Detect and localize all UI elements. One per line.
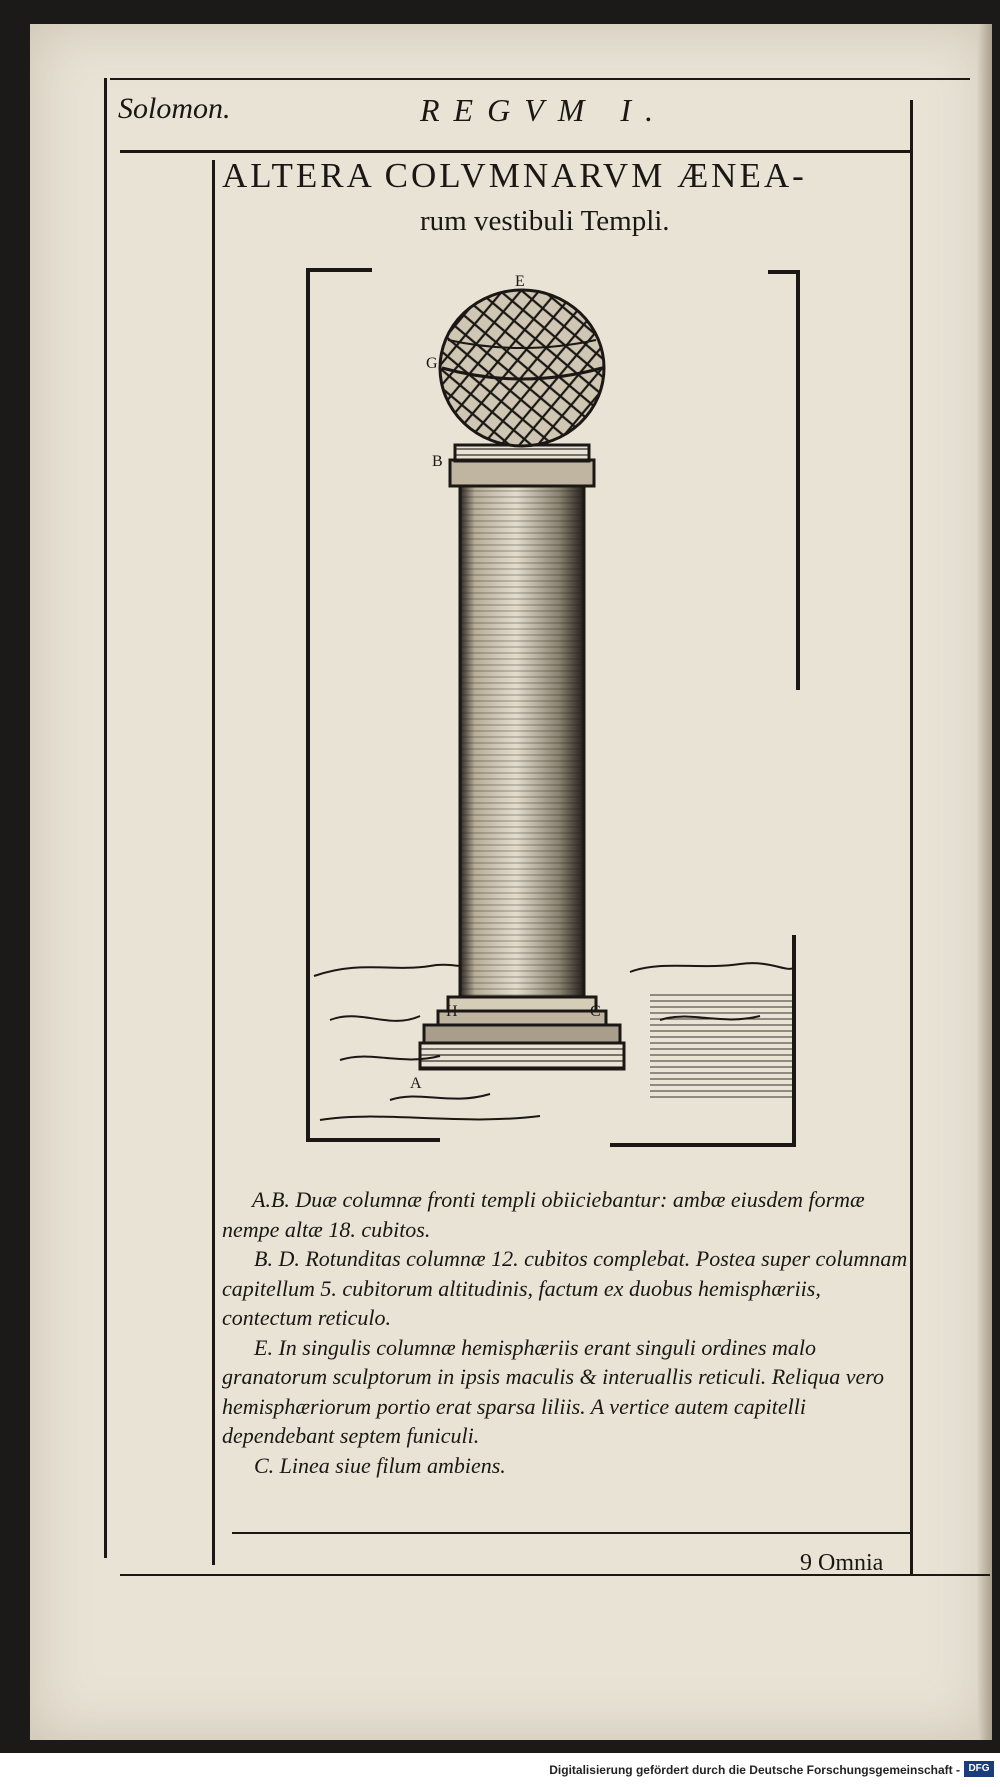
- legend-entry-bd: B. D. Rotunditas columnæ 12. cubitos complebat. Postea super columnam capitellum 5. cubitorum altitudinis, factum ex duobus hemisphæriis, contectum reticulo.: [222, 1246, 908, 1330]
- label-c: C: [590, 1003, 601, 1020]
- catchword: 9 Omnia: [800, 1550, 884, 1576]
- label-e: E: [515, 273, 525, 290]
- plate-legend: [222, 1185, 912, 1480]
- legend-bottom-rule: [232, 1532, 910, 1534]
- legend-entry-e: E. In singulis columnæ hemisphæriis erant singuli ordines malo granatorum sculptorum in ipsis maculis & interuallis reticuli. Reliqua vero hemisphæriorum portio erat sparsa liliis. A vertice autem capitelli dependebant septem funiculi.: [222, 1334, 885, 1448]
- inner-frame-left-rule: [212, 160, 215, 1565]
- label-a: A: [410, 1075, 422, 1092]
- running-head-title: REGVM I.: [420, 92, 668, 128]
- label-b: B: [432, 453, 443, 470]
- ground-shadow: [650, 990, 794, 1100]
- column-capital-band: [450, 445, 594, 486]
- legend-entry-ab: A.B. Duæ columnæ fronti templi obiiciebantur: ambæ eiusdem formæ nempe altæ 18. cubitos.: [222, 1187, 865, 1242]
- header-bottom-rule: [120, 150, 910, 153]
- column-capital-sphere: [440, 290, 604, 446]
- outer-frame-left-rule: [104, 78, 107, 1558]
- column-illustration: [300, 260, 810, 1150]
- page-edge: [978, 24, 992, 1740]
- digitization-footer: [0, 1753, 1000, 1787]
- header-top-rule: [110, 78, 970, 80]
- legend-entry-c: C. Linea siue filum ambiens.: [254, 1452, 506, 1478]
- footer-text: Digitalisierung gefördert durch die Deutsche Forschungsgemeinschaft -: [549, 1763, 960, 1777]
- dfg-logo: DFG: [964, 1761, 994, 1777]
- running-head-left: Solomon.: [118, 92, 231, 125]
- plate-subtitle: rum vestibuli Templi.: [420, 205, 670, 237]
- label-g: G: [426, 355, 438, 372]
- label-h: H: [446, 1003, 458, 1020]
- plate-title: ALTERA COLVMNARVM ÆNEA-: [222, 156, 807, 195]
